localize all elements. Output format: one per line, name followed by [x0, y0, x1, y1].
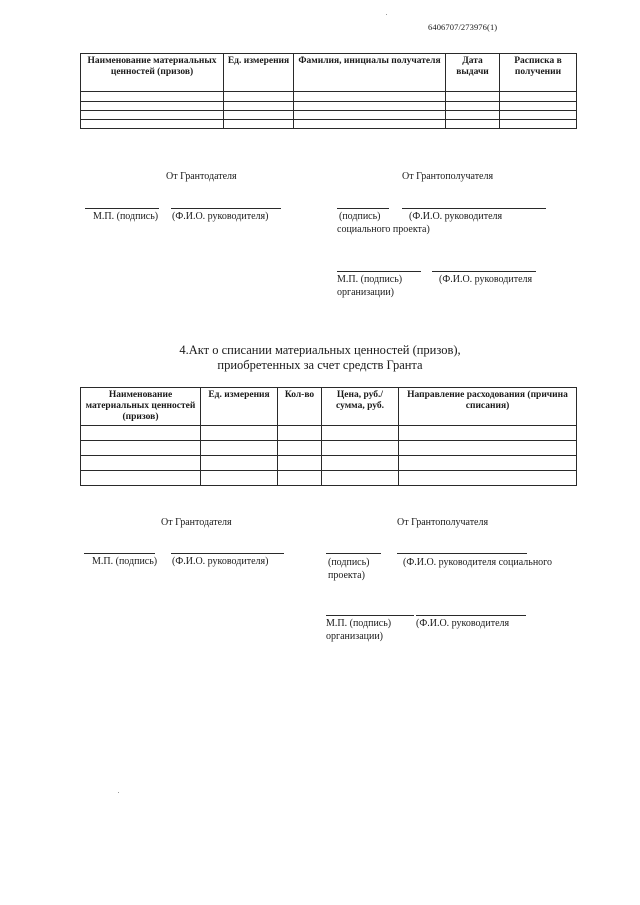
signature-line — [397, 553, 527, 554]
col-header-unit: Ед. измерения — [224, 54, 294, 92]
grantee-label: От Грантополучателя — [397, 517, 489, 528]
signature-line — [171, 208, 281, 209]
table-row — [81, 426, 577, 441]
head-fio-label: (Ф.И.О. руководителя) — [172, 556, 269, 567]
writeoff-table — [80, 387, 577, 486]
organization-label: организации) — [337, 287, 395, 298]
signature-line — [337, 208, 389, 209]
table-row — [81, 120, 577, 129]
signature-line — [326, 553, 381, 554]
signature-line — [432, 271, 536, 272]
table-row — [81, 456, 577, 471]
signature-line — [326, 615, 414, 616]
scan-speck — [386, 14, 387, 15]
col-header-qty: Кол-во — [278, 388, 322, 426]
table-header-row — [81, 388, 577, 426]
grantor-label: От Грантодателя — [166, 171, 237, 182]
signature-line — [416, 615, 526, 616]
project-label: проекта) — [328, 570, 365, 581]
mp-signature-label: М.П. (подпись) — [93, 211, 159, 222]
mp-signature-label: М.П. (подпись) — [337, 274, 403, 285]
social-project-label: социального проекта) — [337, 224, 430, 235]
col-header-unit: Ед. измерения — [201, 388, 278, 426]
social-head-fio-label: (Ф.И.О. руководителя социального — [403, 557, 553, 568]
prizes-issue-table — [80, 53, 577, 129]
org-head-fio-label: (Ф.И.О. руководителя — [416, 618, 510, 629]
mp-signature-label: М.П. (подпись) — [326, 618, 392, 629]
mp-signature-label: М.П. (подпись) — [92, 556, 158, 567]
signature-label: (подпись) — [339, 211, 381, 222]
head-fio-label: (Ф.И.О. руководителя) — [172, 211, 269, 222]
signature-line — [85, 208, 159, 209]
col-header-price: Цена, руб./ сумма, руб. — [322, 388, 399, 426]
col-header-date: Дата выдачи — [446, 54, 500, 92]
col-header-recipient: Фамилия, инициалы получателя — [294, 54, 446, 92]
table-row — [81, 441, 577, 456]
org-head-fio-label: (Ф.И.О. руководителя — [439, 274, 533, 285]
table-row — [81, 92, 577, 102]
signature-line — [402, 208, 546, 209]
col-header-receipt: Расписка в получении — [500, 54, 577, 92]
col-header-name: Наименование материальных ценностей (призов) — [81, 54, 224, 92]
grantor-label: От Грантодателя — [161, 517, 232, 528]
table-row — [81, 102, 577, 111]
scan-speck — [118, 792, 119, 793]
signature-line — [171, 553, 284, 554]
grantee-label: От Грантополучателя — [402, 171, 494, 182]
signature-line — [84, 553, 155, 554]
signature-line — [337, 271, 421, 272]
col-header-name: Наименование материальных ценностей (призов) — [81, 388, 201, 426]
organization-label: организации) — [326, 631, 384, 642]
table-header-row — [81, 54, 577, 92]
signature-label: (подпись) — [328, 557, 370, 568]
section-title-line1: 4.Акт о списании материальных ценностей (призов), — [179, 343, 461, 357]
document-number: 6406707/273976(1) — [428, 22, 498, 32]
col-header-direction: Направление расходования (причина списания) — [399, 388, 577, 426]
table-row — [81, 111, 577, 120]
project-head-fio-label: (Ф.И.О. руководителя — [409, 211, 503, 222]
table-row — [81, 471, 577, 486]
section-title-line2: приобретенных за счет средств Гранта — [217, 358, 423, 372]
